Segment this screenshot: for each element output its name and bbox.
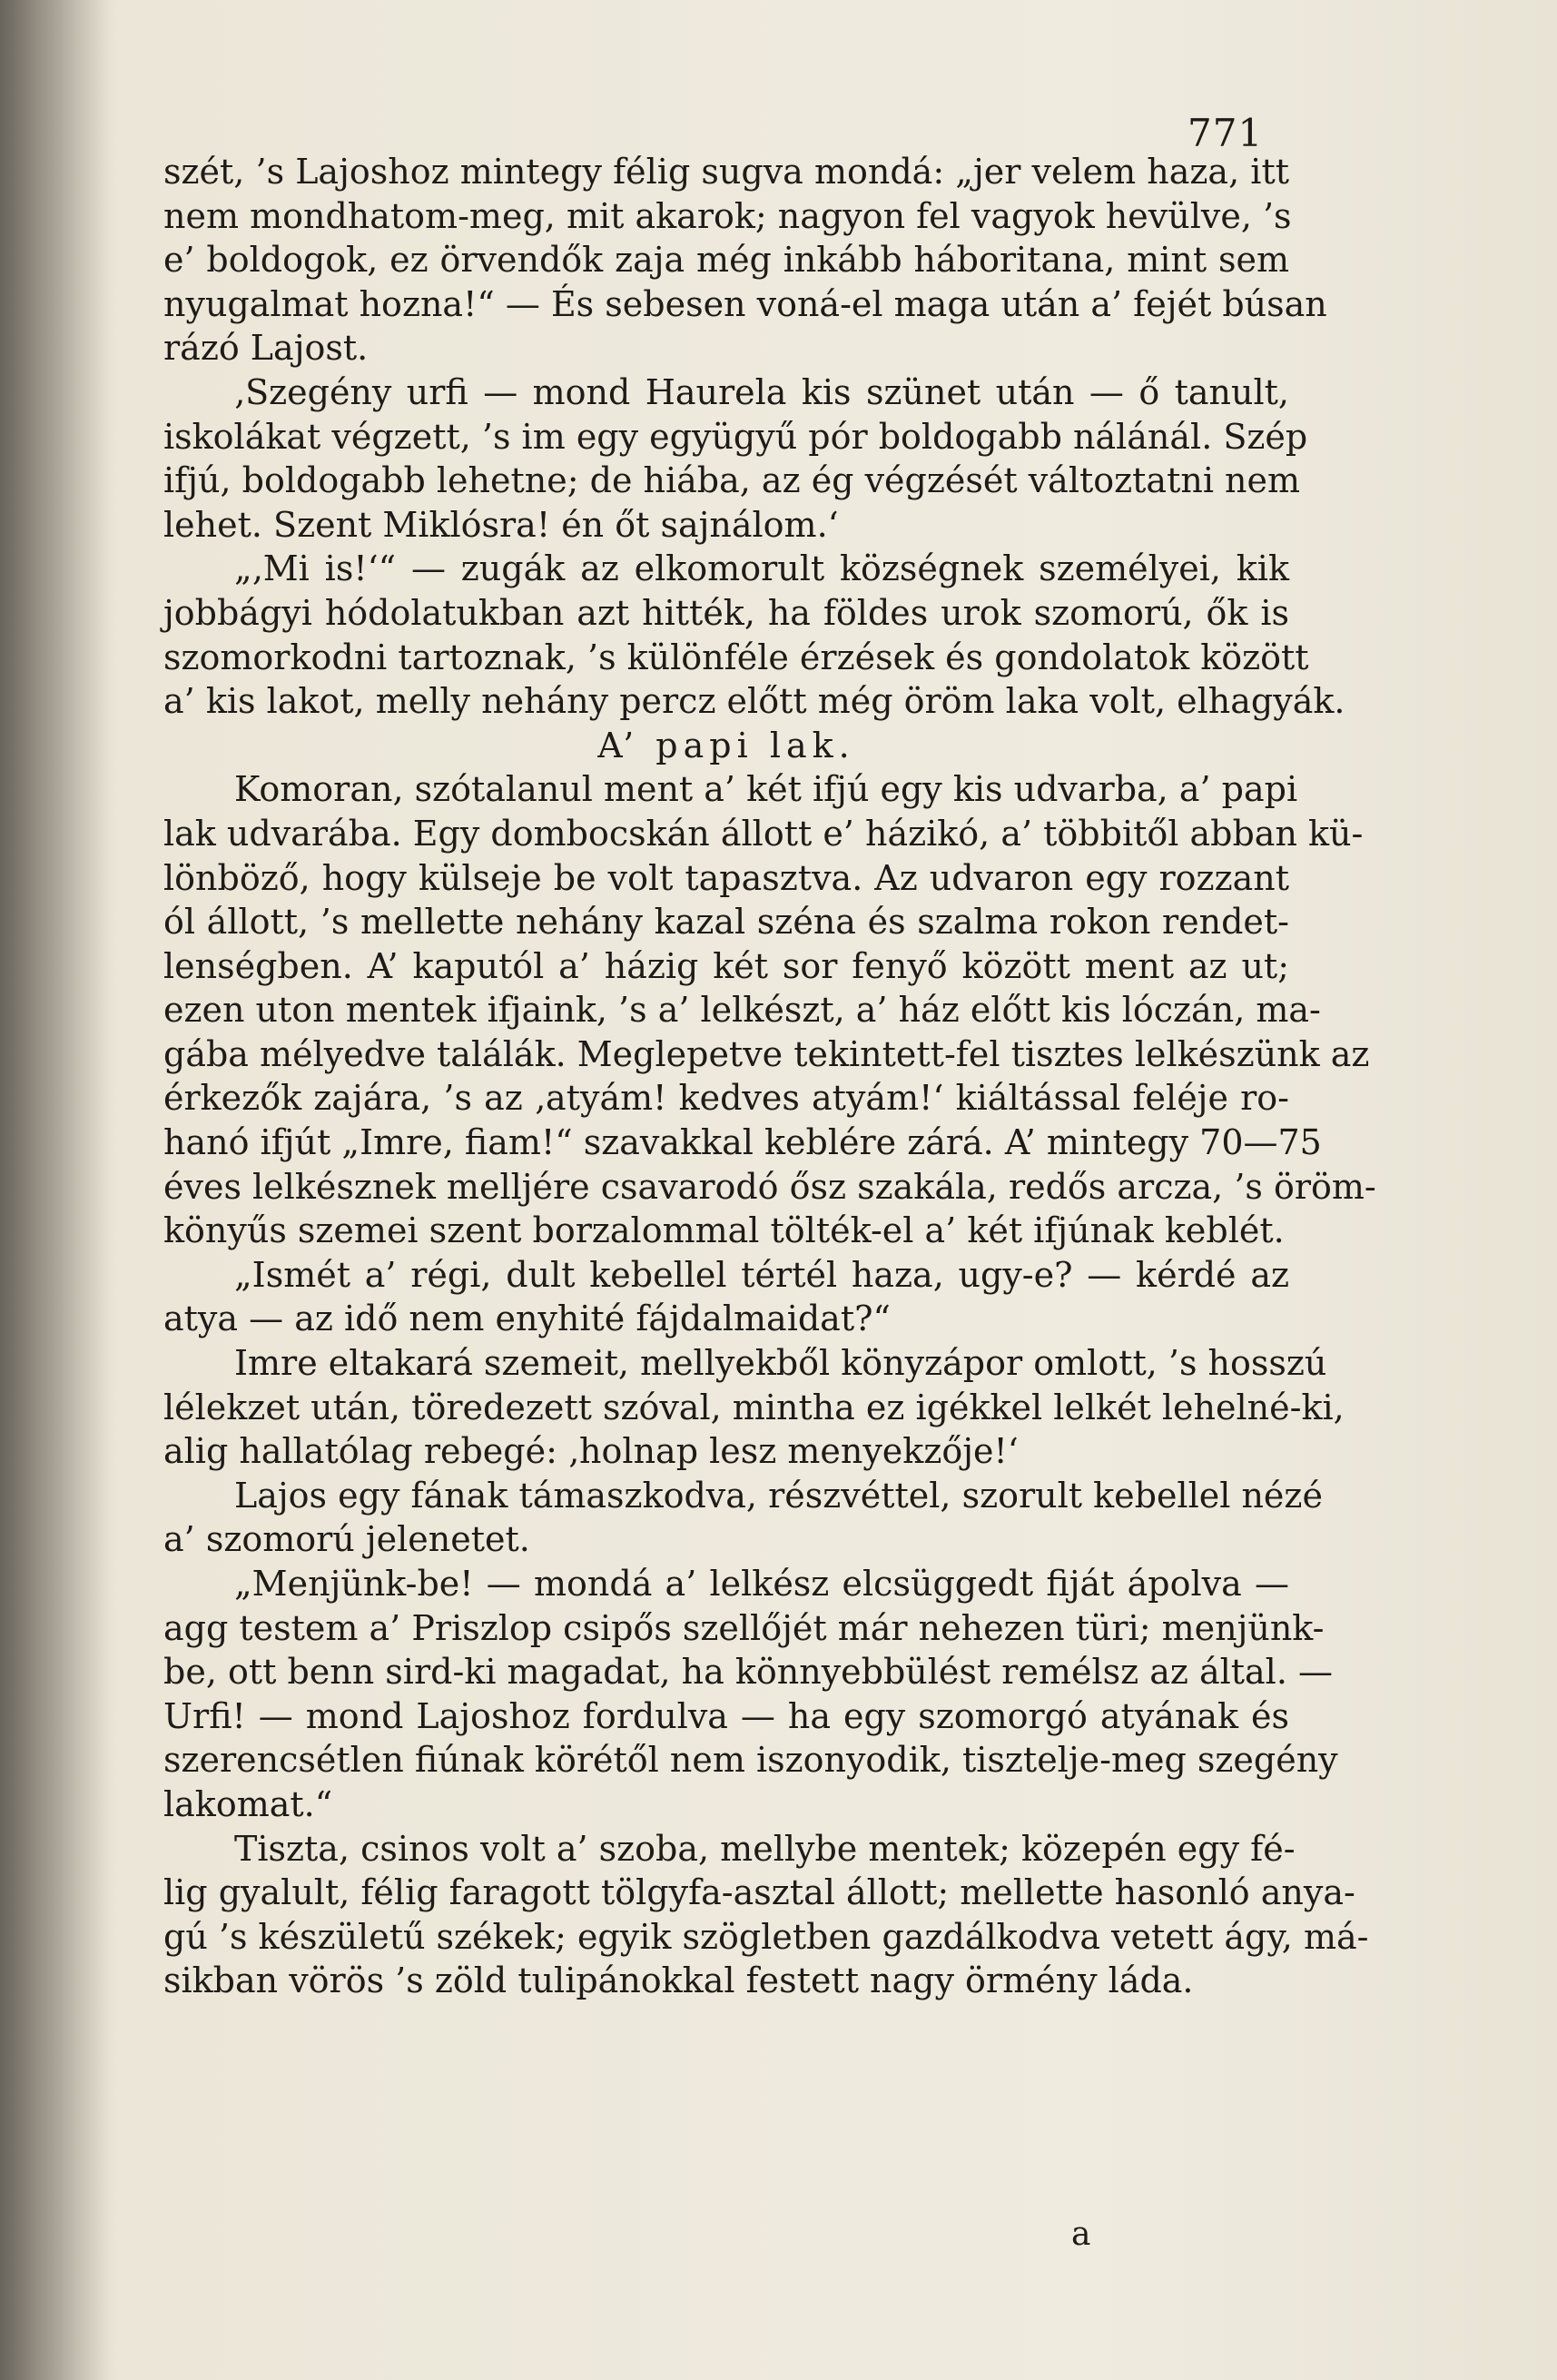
text-line: sikban vörös ’s zöld tulipánokkal festett nagy örmény láda.: [163, 1960, 1194, 2001]
body-text: [163, 150, 1376, 2003]
text-line: könyűs szemei szent borzalommal tölték-el a’ két ifjúnak keblét.: [163, 1210, 1285, 1251]
text-line: Urfi! — mond Lajoshoz fordulva — ha egy szomorgó atyának és: [163, 1695, 1289, 1736]
text-line: hanó ifjút „Imre, fiam!“ szavakkal keblére zárá. A’ mintegy 70—75: [163, 1122, 1322, 1163]
text-line: „Ismét a’ régi, dult kebellel tértél haza, ugy-e? — kérdé az: [234, 1254, 1289, 1295]
text-line: nyugalmat hozna!“ — És sebesen voná-el maga után a’ fejét búsan: [163, 283, 1327, 324]
text-line: be, ott benn sird-ki magadat, ha könnyebbülést remélsz az által. —: [163, 1652, 1333, 1693]
text-line: gába mélyedve találák. Meglepetve tekintett-fel tisztes lelkészünk az: [163, 1033, 1370, 1074]
text-line: ól állott, ’s mellette nehány kazal széna és szalma rokon rendet-: [163, 902, 1289, 943]
text-line: agg testem a’ Priszlop csipős szellőjét már nehezen türi; menjünk-: [163, 1607, 1325, 1648]
text-line: nem mondhatom-meg, mit akarok; nagyon fel vagyok hevülve, ’s: [163, 195, 1292, 236]
text-line: lakomat.“: [163, 1783, 333, 1824]
section-heading: A’ papi lak.: [597, 725, 855, 765]
text-line: Komoran, szótalanul ment a’ két ifjú egy kis udvarba, a’ papi: [234, 769, 1298, 810]
text-line: atya — az idő nem enyhité fájdalmaidat?“: [163, 1299, 891, 1339]
text-line: Tiszta, csinos volt a’ szoba, mellybe mentek; közepén egy fé-: [234, 1828, 1296, 1869]
text-line: szét, ’s Lajoshoz mintegy félig sugva mondá: „jer velem haza, itt: [163, 152, 1289, 192]
text-line: Imre eltakará szemeit, mellyekből könyzápor omlott, ’s hosszú: [234, 1343, 1327, 1384]
text-line: szerencsétlen fiúnak körétől nem iszonyodik, tisztelje-meg szegény: [163, 1740, 1338, 1781]
text-line: „‚Mi is!‘“ — zugák az elkomorult községnek személyei, kik: [234, 548, 1289, 589]
text-line: lehet. Szent Miklósra! én őt sajnálom.‘: [163, 504, 839, 545]
text-line: e’ boldogok, ez örvendők zaja még inkább háboritana, mint sem: [163, 240, 1289, 281]
text-line: ezen uton mentek ifjaink, ’s a’ lelkészt, a’ ház előtt kis lóczán, ma-: [163, 990, 1321, 1031]
gutter-shadow: [0, 0, 109, 2380]
text-line: érkezők zajára, ’s az ‚atyám! kedves atyám!‘ kiáltással feléje ro-: [163, 1078, 1289, 1119]
text-line: lig gyalult, félig faragott tölgyfa-asztal állott; mellette hasonló anya-: [163, 1872, 1355, 1913]
text-line: a’ szomorú jelenetet.: [163, 1519, 530, 1560]
text-line: alig hallatólag rebegé: ‚holnap lesz menyekzője!‘: [163, 1431, 1019, 1472]
text-line: gú ’s készületű székek; egyik szögletben gazdálkodva vetett ágy, má-: [163, 1916, 1369, 1957]
text-line: „Menjünk-be! — mondá a’ lelkész elcsüggedt fiját ápolva —: [234, 1564, 1289, 1604]
text-line: ‚Szegény urfi — mond Haurela kis szünet után — ő tanult,: [234, 371, 1289, 412]
text-line: szomorkodni tartoznak, ’s különféle érzések és gondolatok között: [163, 637, 1309, 677]
text-line: iskolákat végzett, ’s im egy együgyű pór boldogabb nálánál. Szép: [163, 416, 1308, 457]
text-line: lélekzet után, töredezett szóval, mintha ez igékkel lelkét lehelné-ki,: [163, 1387, 1345, 1427]
text-line: ifjú, boldogabb lehetne; de hiába, az ég végzését változtatni nem: [163, 460, 1301, 501]
text-line: a’ kis lakot, melly nehány percz előtt még öröm laka volt, elhagyák.: [163, 681, 1345, 722]
text-line: éves lelkésznek melljére csavarodó ősz szakála, redős arcza, ’s öröm-: [163, 1166, 1376, 1207]
text-line: rázó Lajost.: [163, 328, 369, 369]
text-line: Lajos egy fának támaszkodva, részvéttel, szorult kebellel nézé: [234, 1475, 1323, 1516]
page-number: 771: [1187, 111, 1264, 155]
text-line: lak udvarába. Egy dombocskán állott e’ házikó, a’ többitől abban kü-: [163, 813, 1364, 854]
text-line: lenségben. A’ kaputól a’ házig két sor fenyő között ment az ut;: [163, 945, 1289, 986]
text-line: lönböző, hogy külseje be volt tapasztva. Az udvaron egy rozzant: [163, 857, 1289, 898]
text-line: jobbágyi hódolatukban azt hitték, ha földes urok szomorú, ők is: [163, 592, 1289, 633]
printer-signature-mark: a: [1071, 2216, 1091, 2253]
